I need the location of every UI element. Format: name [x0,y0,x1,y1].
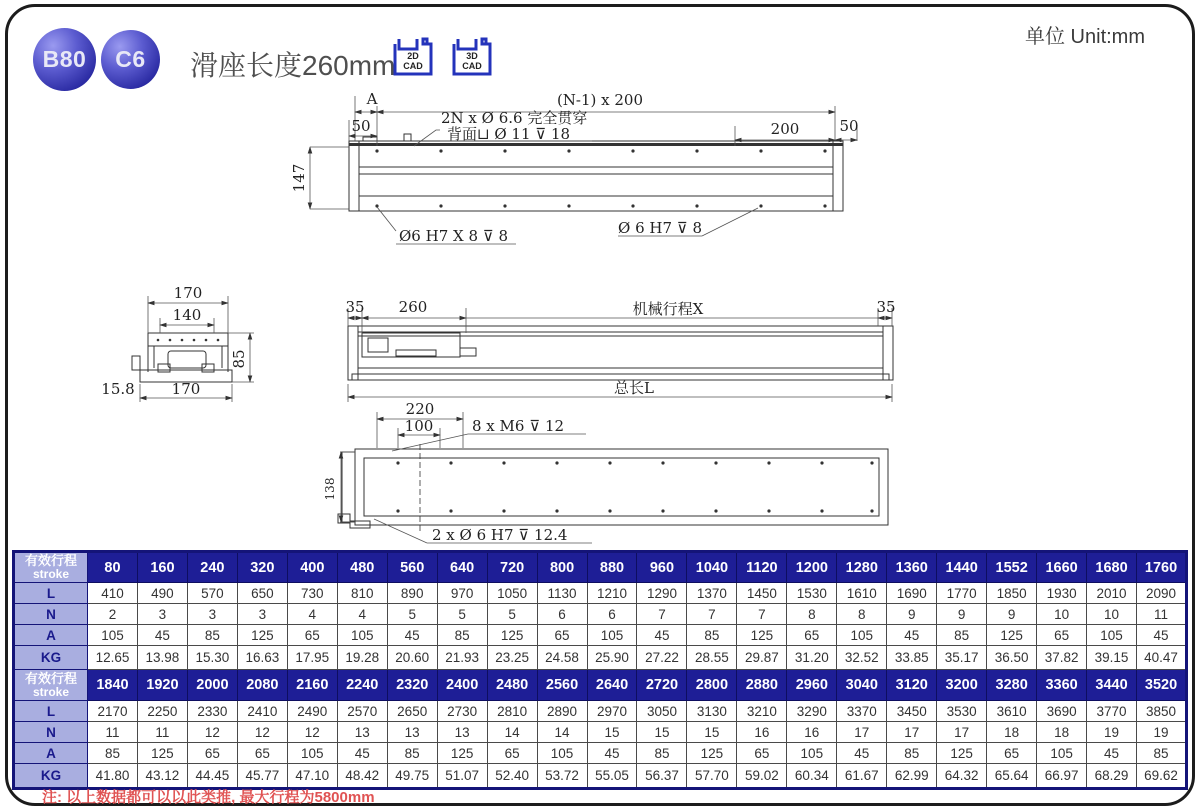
table-cell: 64.32 [937,764,987,789]
table-cell: 3 [187,604,237,625]
table-cell: 25.90 [587,646,637,670]
table-cell: 56.37 [637,764,687,789]
table-cell: 3130 [687,701,737,722]
table-cell: 3 [137,604,187,625]
table-cell: 12 [187,722,237,743]
stroke-value-cell: 2080 [237,670,287,701]
front-callout-left: Ø6 H7 X 8 ⊽ 8 [399,227,509,245]
table-cell: 3370 [837,701,887,722]
stroke-value-cell: 3360 [1037,670,1087,701]
table-cell: 14 [537,722,587,743]
table-cell: 45 [837,743,887,764]
table-cell: 105 [537,743,587,764]
table-cell: 55.05 [587,764,637,789]
stroke-value-cell: 2240 [337,670,387,701]
stroke-value-cell: 2000 [187,670,237,701]
table-cell: 5 [487,604,537,625]
table-cell: 730 [287,583,337,604]
table-cell: 8 [837,604,887,625]
table-cell: 18 [987,722,1037,743]
table-row-n [14,604,1187,625]
table-cell: 12 [287,722,337,743]
table-cell: 105 [287,743,337,764]
table-cell: 31.20 [787,646,837,670]
table-cell: 9 [987,604,1037,625]
table-cell: 68.29 [1087,764,1137,789]
cross-section-drawing [101,284,254,402]
table-cell: 3210 [737,701,787,722]
stroke-value-cell: 80 [88,552,138,583]
table-cell: 12 [237,722,287,743]
table-cell: 11 [88,722,138,743]
stroke-value-cell: 320 [237,552,287,583]
table-cell: 3050 [637,701,687,722]
table-cell: 16 [787,722,837,743]
cad-3d-label-line1: 3D [466,51,478,61]
stroke-value-cell: 2640 [587,670,637,701]
table-cell: 11 [137,722,187,743]
table-cell: 7 [737,604,787,625]
stroke-value-cell: 3200 [937,670,987,701]
series-badge-b80-label: B80 [42,46,87,72]
table-cell: 13 [337,722,387,743]
stroke-header-row [14,670,1187,701]
table-cell: 60.34 [787,764,837,789]
stroke-value-cell: 1440 [937,552,987,583]
table-cell: 105 [337,625,387,646]
table-cell: 13.98 [137,646,187,670]
row-label-cell: A [14,625,88,646]
table-cell: 45 [387,625,437,646]
table-cell: 1450 [737,583,787,604]
table-cell: 890 [387,583,437,604]
table-cell: 65 [987,743,1037,764]
table-row-n [14,722,1187,743]
table-cell: 65 [737,743,787,764]
table-cell: 2890 [537,701,587,722]
front-dim-147: 147 [290,163,308,193]
table-cell: 45 [587,743,637,764]
table-cell: 1290 [637,583,687,604]
table-cell: 1770 [937,583,987,604]
side-dim-35-left: 35 [345,298,365,316]
unit-label: 单位 Unit:mm [1025,26,1145,48]
table-cell: 41.80 [88,764,138,789]
table-row-kg [14,764,1187,789]
table-cell: 59.02 [737,764,787,789]
table-cell: 3850 [1137,701,1187,722]
table-cell: 14 [487,722,537,743]
series-badge-c6-label: C6 [115,46,146,72]
table-cell: 85 [887,743,937,764]
table-cell: 45.77 [237,764,287,789]
table-cell: 65 [487,743,537,764]
front-view-drawing [290,90,859,245]
table-cell: 9 [887,604,937,625]
table-cell: 45 [337,743,387,764]
table-cell: 85 [687,625,737,646]
table-cell: 15 [587,722,637,743]
stroke-value-cell: 160 [137,552,187,583]
table-cell: 65 [1037,625,1087,646]
row-label-cell: A [14,743,88,764]
stroke-value-cell: 1760 [1137,552,1187,583]
table-cell: 1850 [987,583,1037,604]
table-cell: 7 [637,604,687,625]
table-cell: 105 [1087,625,1137,646]
section-dim-85: 85 [230,349,248,369]
table-cell: 2 [88,604,138,625]
table-cell: 125 [437,743,487,764]
stroke-value-cell: 1920 [137,670,187,701]
table-cell: 16.63 [237,646,287,670]
table-cell: 2730 [437,701,487,722]
table-cell: 105 [587,625,637,646]
front-dim-50-right: 50 [839,117,859,135]
stroke-value-cell: 2160 [287,670,337,701]
table-cell: 2250 [137,701,187,722]
front-dim-pattern: (N-1) x 200 [556,91,644,109]
section-dim-140: 140 [172,306,202,324]
table-cell: 2970 [587,701,637,722]
stroke-value-cell: 2560 [537,670,587,701]
stroke-value-cell: 2480 [487,670,537,701]
table-cell: 2810 [487,701,537,722]
table-cell: 4 [287,604,337,625]
table-cell: 125 [937,743,987,764]
table-cell: 29.87 [737,646,787,670]
stroke-header-cell: 有效行程 stroke [14,552,88,583]
stroke-value-cell: 3280 [987,670,1037,701]
stroke-value-cell: 3440 [1087,670,1137,701]
table-cell: 32.52 [837,646,887,670]
table-cell: 5 [437,604,487,625]
table-cell: 125 [137,743,187,764]
row-label-cell: L [14,701,88,722]
table-cell: 52.40 [487,764,537,789]
table-cell: 6 [587,604,637,625]
cad-2d-label-line1: 2D [407,51,419,61]
section-dim-170-top: 170 [173,284,203,302]
table-cell: 490 [137,583,187,604]
table-cell: 45 [637,625,687,646]
table-cell: 45 [1087,743,1137,764]
stroke-value-cell: 1120 [737,552,787,583]
table-cell: 15.30 [187,646,237,670]
table-cell: 40.47 [1137,646,1187,670]
stroke-value-cell: 1660 [1037,552,1087,583]
table-cell: 13 [437,722,487,743]
table-cell: 65 [537,625,587,646]
stroke-value-cell: 1680 [1087,552,1137,583]
side-dim-260: 260 [398,298,428,316]
table-cell: 1130 [537,583,587,604]
table-cell: 65 [237,743,287,764]
table-cell: 3610 [987,701,1037,722]
table-cell: 16 [737,722,787,743]
table-cell: 3 [237,604,287,625]
cad-2d-label-line2: CAD [403,61,423,71]
stroke-header-cell: 有效行程 stroke [14,670,88,701]
table-cell: 85 [1137,743,1187,764]
stroke-value-cell: 1200 [787,552,837,583]
table-cell: 2090 [1137,583,1187,604]
table-cell: 970 [437,583,487,604]
table-cell: 69.62 [1137,764,1187,789]
table-cell: 3770 [1087,701,1137,722]
table-cell: 125 [987,625,1037,646]
table-cell: 7 [687,604,737,625]
table-row-a [14,743,1187,764]
table-cell: 19.28 [337,646,387,670]
table-cell: 62.99 [887,764,937,789]
table-cell: 2650 [387,701,437,722]
table-cell: 570 [187,583,237,604]
table-cell: 23.25 [487,646,537,670]
table-cell: 3530 [937,701,987,722]
bottom-view-drawing [323,400,888,544]
front-callout-right: Ø 6 H7 ⊽ 8 [618,219,703,237]
table-cell: 3450 [887,701,937,722]
stroke-value-cell: 2960 [787,670,837,701]
spec-table [12,550,1188,790]
stroke-value-cell: 3520 [1137,670,1187,701]
table-cell: 45 [1137,625,1187,646]
table-cell: 24.58 [537,646,587,670]
table-cell: 810 [337,583,387,604]
side-view-drawing [345,298,895,402]
row-label-cell: N [14,722,88,743]
table-cell: 66.97 [1037,764,1087,789]
table-cell: 85 [937,625,987,646]
bottom-dim-220: 220 [405,400,435,418]
table-cell: 2010 [1087,583,1137,604]
table-cell: 2410 [237,701,287,722]
table-cell: 85 [88,743,138,764]
table-cell: 45 [887,625,937,646]
table-cell: 45 [137,625,187,646]
table-cell: 9 [937,604,987,625]
table-cell: 61.67 [837,764,887,789]
table-cell: 3290 [787,701,837,722]
table-cell: 105 [787,743,837,764]
table-cell: 65 [287,625,337,646]
table-cell: 12.65 [88,646,138,670]
table-cell: 105 [88,625,138,646]
footnote: 注: 以上数据都可以以此类推, 最大行程为5800mm [42,789,375,806]
stroke-value-cell: 560 [387,552,437,583]
table-cell: 1210 [587,583,637,604]
table-cell: 10 [1087,604,1137,625]
stroke-value-cell: 1360 [887,552,937,583]
bottom-dim-100: 100 [404,417,434,435]
stroke-value-cell: 2800 [687,670,737,701]
table-cell: 125 [687,743,737,764]
table-cell: 125 [237,625,287,646]
row-label-cell: N [14,604,88,625]
table-cell: 51.07 [437,764,487,789]
stroke-value-cell: 800 [537,552,587,583]
table-cell: 1530 [787,583,837,604]
table-cell: 37.82 [1037,646,1087,670]
table-cell: 57.70 [687,764,737,789]
stroke-value-cell: 720 [487,552,537,583]
table-cell: 13 [387,722,437,743]
table-cell: 5 [387,604,437,625]
table-cell: 125 [487,625,537,646]
table-cell: 3690 [1037,701,1087,722]
table-cell: 125 [737,625,787,646]
bottom-thread-note: 8 x M6 ⊽ 12 [472,417,565,435]
side-stroke-label: 机械行程X [632,300,704,318]
row-label-cell: KG [14,646,88,670]
table-cell: 4 [337,604,387,625]
bottom-dim-138: 138 [323,477,337,501]
table-cell: 21.93 [437,646,487,670]
stroke-value-cell: 2320 [387,670,437,701]
table-cell: 65 [187,743,237,764]
stroke-value-cell: 2720 [637,670,687,701]
front-dim-a: A [366,90,378,108]
table-cell: 85 [387,743,437,764]
table-cell: 6 [537,604,587,625]
stroke-value-cell: 1040 [687,552,737,583]
table-cell: 28.55 [687,646,737,670]
table-cell: 15 [637,722,687,743]
table-cell: 410 [88,583,138,604]
table-cell: 85 [187,625,237,646]
table-cell: 35.17 [937,646,987,670]
table-cell: 65 [787,625,837,646]
table-cell: 10 [1037,604,1087,625]
table-cell: 1930 [1037,583,1087,604]
table-cell: 650 [237,583,287,604]
section-dim-15-8: 15.8 [101,380,135,398]
table-cell: 17 [887,722,937,743]
table-cell: 43.12 [137,764,187,789]
table-cell: 49.75 [387,764,437,789]
stroke-value-cell: 3040 [837,670,887,701]
table-cell: 27.22 [637,646,687,670]
side-dim-35-right: 35 [876,298,896,316]
table-cell: 47.10 [287,764,337,789]
table-cell: 36.50 [987,646,1037,670]
table-cell: 17 [837,722,887,743]
stroke-value-cell: 240 [187,552,237,583]
table-cell: 85 [437,625,487,646]
stroke-header-row [14,552,1187,583]
front-dim-50-left: 50 [351,117,371,135]
table-cell: 19 [1137,722,1187,743]
table-cell: 65.64 [987,764,1037,789]
table-cell: 1370 [687,583,737,604]
table-row-a [14,625,1187,646]
stroke-value-cell: 1552 [987,552,1037,583]
stroke-value-cell: 1280 [837,552,887,583]
stroke-value-cell: 880 [587,552,637,583]
table-cell: 105 [837,625,887,646]
page-title: 滑座长度260mm [190,50,396,81]
table-cell: 44.45 [187,764,237,789]
stroke-value-cell: 3120 [887,670,937,701]
table-row-l [14,583,1187,604]
table-row-l [14,701,1187,722]
bottom-hole-note: 2 x Ø 6 H7 ⊽ 12.4 [432,526,568,544]
table-cell: 15 [687,722,737,743]
table-cell: 1690 [887,583,937,604]
table-row-kg [14,646,1187,670]
table-cell: 18 [1037,722,1087,743]
row-label-cell: L [14,583,88,604]
stroke-value-cell: 480 [337,552,387,583]
table-cell: 17 [937,722,987,743]
table-cell: 2570 [337,701,387,722]
spec-table-body [14,552,1187,789]
stroke-value-cell: 2400 [437,670,487,701]
row-label-cell: KG [14,764,88,789]
stroke-value-cell: 640 [437,552,487,583]
front-hole-note-2: 背面⊔ Ø 11 ⊽ 18 [447,125,571,143]
table-cell: 2170 [88,701,138,722]
table-cell: 20.60 [387,646,437,670]
stroke-value-cell: 400 [287,552,337,583]
front-dim-200: 200 [770,120,800,138]
table-cell: 105 [1037,743,1087,764]
table-cell: 53.72 [537,764,587,789]
table-cell: 2490 [287,701,337,722]
table-cell: 1050 [487,583,537,604]
stroke-value-cell: 2880 [737,670,787,701]
section-dim-170-bottom: 170 [171,380,201,398]
side-length-label: 总长L [614,379,654,397]
table-cell: 85 [637,743,687,764]
table-cell: 2330 [187,701,237,722]
table-cell: 17.95 [287,646,337,670]
cad-3d-label-line2: CAD [462,61,482,71]
table-cell: 8 [787,604,837,625]
stroke-value-cell: 960 [637,552,687,583]
table-cell: 39.15 [1087,646,1137,670]
table-cell: 33.85 [887,646,937,670]
table-cell: 11 [1137,604,1187,625]
table-cell: 48.42 [337,764,387,789]
front-hole-note-1: 2N x Ø 6.6 完全贯穿 [441,109,588,127]
stroke-value-cell: 1840 [88,670,138,701]
table-cell: 1610 [837,583,887,604]
table-cell: 19 [1087,722,1137,743]
